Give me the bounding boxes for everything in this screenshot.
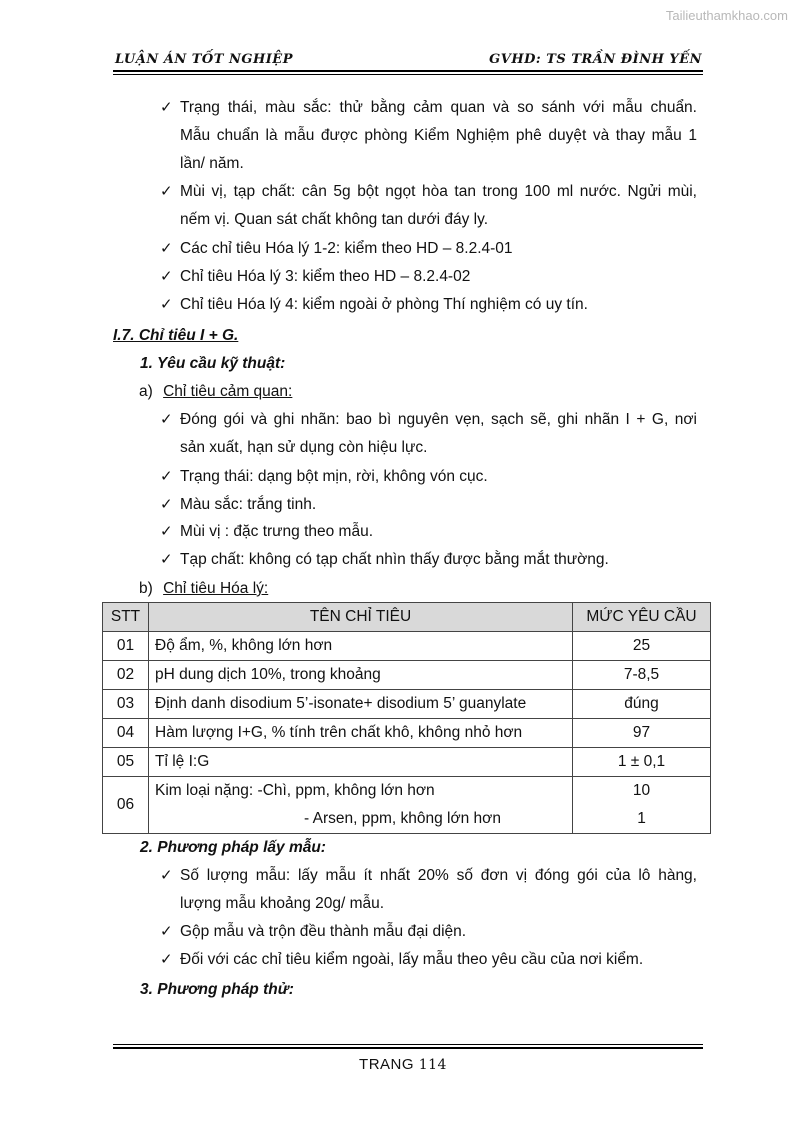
cell-value: 1 — [573, 805, 711, 834]
subsection-title: 2. Phương pháp lấy mẫu: — [140, 839, 326, 856]
cell-name: Định danh disodium 5’-isonate+ disodium 5’ guanylate — [149, 690, 573, 719]
bullet-text: Trạng thái, màu sắc: thử bằng cảm quan và so sánh với mẫu chuẩn. — [180, 99, 697, 116]
header-thesis-title: LUẬN ÁN TỐT NGHIỆP — [115, 52, 293, 67]
footer-divider — [113, 1044, 703, 1049]
bullet-text: Chỉ tiêu Hóa lý 3: kiểm theo HD – 8.2.4-02 — [180, 268, 471, 285]
page-label: TRANG — [359, 1056, 415, 1073]
checkmark-icon: ✓ — [160, 496, 173, 513]
bullet-text: sản xuất, hạn sử dụng còn hiệu lực. — [180, 439, 428, 456]
checkmark-icon: ✓ — [160, 468, 173, 485]
physicochemical-table — [102, 602, 711, 834]
cell-value: 7-8,5 — [573, 661, 711, 690]
subsection-title: 3. Phương pháp thử: — [140, 981, 294, 998]
cell-name: Độ ẩm, %, không lớn hơn — [149, 632, 573, 661]
watermark-text: Tailieuthamkhao.com — [665, 8, 788, 23]
cell-stt: 06 — [103, 777, 149, 834]
cell-value: 1 ± 0,1 — [573, 748, 711, 777]
cell-name: - Arsen, ppm, không lớn hơn — [149, 805, 573, 834]
cell-value: 10 — [573, 777, 711, 806]
bullet-text: lần/ năm. — [180, 155, 244, 172]
table-row — [103, 690, 711, 719]
bullet-text: Màu sắc: trắng tinh. — [180, 496, 317, 513]
cell-name: Tỉ lệ I:G — [149, 748, 573, 777]
bullet-text: Số lượng mẫu: lấy mẫu ít nhất 20% số đơn vị đóng gói của lô hàng, — [180, 867, 697, 884]
cell-value: 97 — [573, 719, 711, 748]
checkmark-icon: ✓ — [160, 268, 173, 285]
table-header-row — [103, 603, 711, 632]
header-requirement: MỨC YÊU CẦU — [573, 603, 711, 632]
checkmark-icon: ✓ — [160, 951, 173, 968]
subheading-label: b) — [139, 580, 153, 597]
cell-stt: 01 — [103, 632, 149, 661]
bullet-text: Chỉ tiêu Hóa lý 4: kiểm ngoài ở phòng Thí nghiệm có uy tín. — [180, 296, 588, 313]
checkmark-icon: ✓ — [160, 99, 173, 116]
bullet-text: Đối với các chỉ tiêu kiểm ngoài, lấy mẫu theo yêu cầu của nơi kiểm. — [180, 951, 644, 968]
cell-value: 25 — [573, 632, 711, 661]
bullet-text: Gộp mẫu và trộn đều thành mẫu đại diện. — [180, 923, 467, 940]
checkmark-icon: ✓ — [160, 523, 173, 540]
cell-name: Hàm lượng I+G, % tính trên chất khô, không nhỏ hơn — [149, 719, 573, 748]
table-row — [103, 661, 711, 690]
bullet-text: Các chỉ tiêu Hóa lý 1-2: kiểm theo HD – 8.2.4-01 — [180, 240, 513, 257]
bullet-text: lượng mẫu khoảng 20g/ mẫu. — [180, 895, 385, 912]
checkmark-icon: ✓ — [160, 551, 173, 568]
header-divider — [113, 70, 703, 75]
header-advisor: GVHD: TS TRẦN ĐÌNH YẾN — [489, 52, 702, 67]
cell-name: pH dung dịch 10%, trong khoảng — [149, 661, 573, 690]
subheading-text: Chỉ tiêu Hóa lý: — [163, 580, 269, 597]
bullet-text: Mùi vị : đặc trưng theo mẫu. — [180, 523, 374, 540]
table-row — [103, 777, 711, 806]
bullet-text: Mùi vị, tạp chất: cân 5g bột ngọt hòa tan trong 100 ml nước. Ngửi mùi, — [180, 183, 697, 200]
bullet-text: Trạng thái: dạng bột mịn, rời, không vón cục. — [180, 468, 488, 485]
page-number-value: 114 — [418, 1057, 447, 1073]
checkmark-icon: ✓ — [160, 183, 173, 200]
checkmark-icon: ✓ — [160, 923, 173, 940]
bullet-text: Đóng gói và ghi nhãn: bao bì nguyên vẹn, sạch sẽ, ghi nhãn I + G, nơi — [180, 411, 697, 428]
header-stt: STT — [103, 603, 149, 632]
checkmark-icon: ✓ — [160, 296, 173, 313]
table-row — [103, 632, 711, 661]
table-row — [103, 805, 711, 834]
table-row — [103, 719, 711, 748]
cell-stt: 03 — [103, 690, 149, 719]
cell-stt: 02 — [103, 661, 149, 690]
subheading-text: Chỉ tiêu cảm quan: — [163, 383, 293, 400]
subheading-label: a) — [139, 383, 153, 400]
bullet-text: Tạp chất: không có tạp chất nhìn thấy được bằng mắt thường. — [180, 551, 609, 568]
table-row — [103, 748, 711, 777]
bullet-text: nếm vị. Quan sát chất không tan dưới đáy ly. — [180, 211, 489, 228]
cell-name: Kim loại nặng: -Chì, ppm, không lớn hơn — [149, 777, 573, 806]
bullet-text: Mẫu chuẩn là mẫu được phòng Kiểm Nghiệm phê duyệt và thay mẫu 1 — [180, 127, 697, 144]
cell-value: đúng — [573, 690, 711, 719]
checkmark-icon: ✓ — [160, 240, 173, 257]
checkmark-icon: ✓ — [160, 411, 173, 428]
cell-stt: 04 — [103, 719, 149, 748]
cell-stt: 05 — [103, 748, 149, 777]
subsection-title: 1. Yêu cầu kỹ thuật: — [140, 355, 286, 372]
page-number — [0, 1056, 794, 1073]
header-name: TÊN CHỈ TIÊU — [149, 603, 573, 632]
section-title: I.7. Chỉ tiêu I + G. — [113, 327, 239, 344]
subheading-b — [139, 579, 268, 599]
subheading-a — [139, 382, 292, 402]
checkmark-icon: ✓ — [160, 867, 173, 884]
